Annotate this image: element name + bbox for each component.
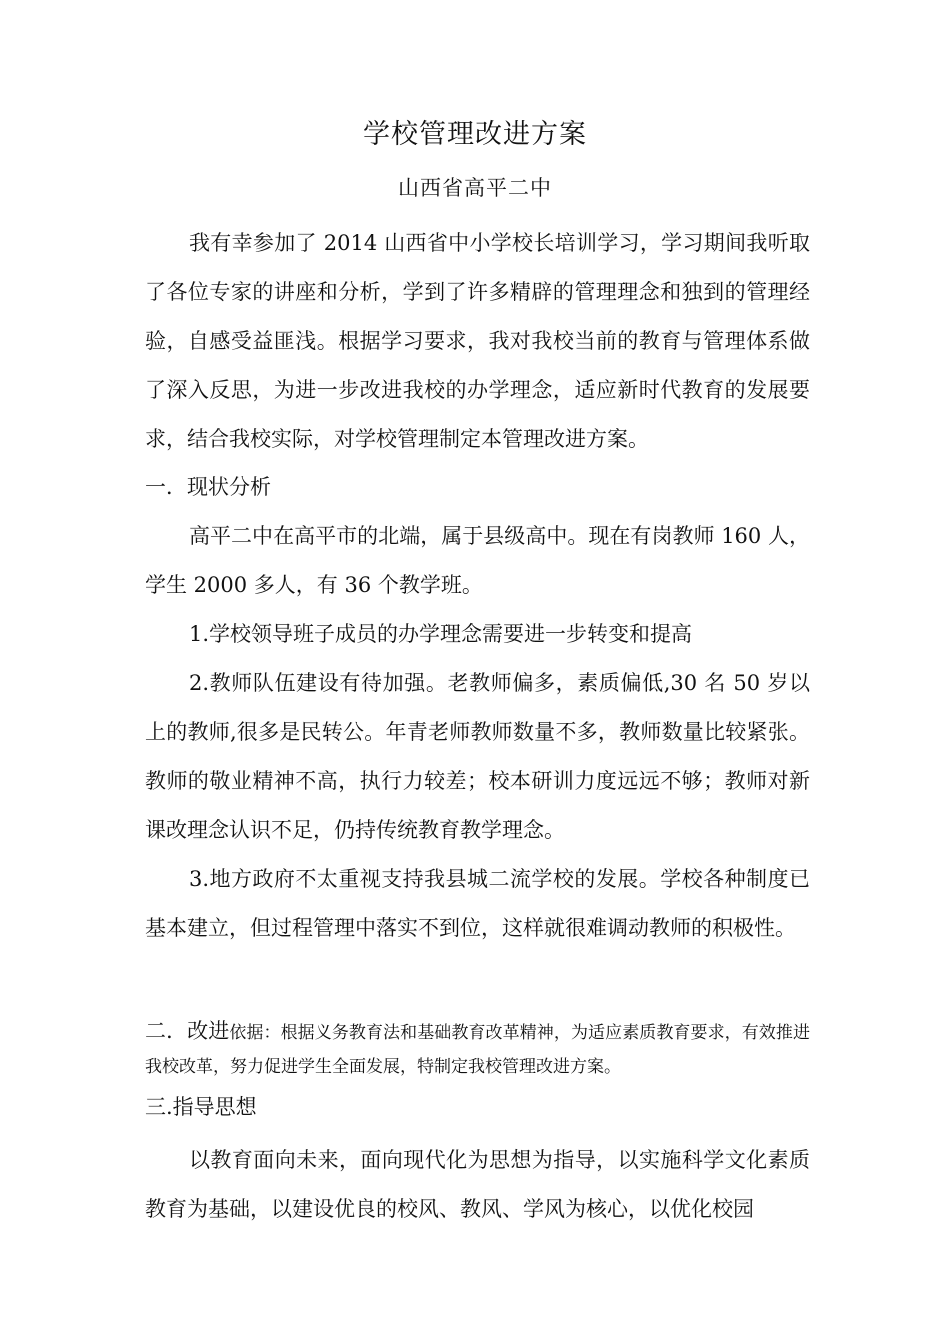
document-title: 学校管理改进方案 (363, 119, 587, 150)
document-subtitle: 山西省高平二中 (398, 176, 552, 200)
section-1 (145, 463, 810, 953)
section-2 (145, 1014, 810, 1084)
section-1-item-3: 3.地方政府不太重视支持我县城二流学校的发展。学校各种制度已基本建立，但过程管理中落实不到位，这样就很难调动教师的积极性。 (145, 867, 810, 940)
section-3-heading: 三.指导思想 (145, 1095, 257, 1119)
intro-block (145, 219, 810, 464)
section-1-overview: 高平二中在高平市的北端，属于县级高中。现在有岗教师 160 人，学生 2000 多人，有 36 个教学班。 (145, 524, 810, 597)
section-1-item-2: 2.教师队伍建设有待加强。老教师偏多，素质偏低,30 名 50 岁以上的教师,很多是民转公。年青老师教师数量不多，教师数量比较紧张。教师的敬业精神不高，执行力较差；校本研训力度远远不够；教师对新课改理念认识不足，仍持传统教育教学理念。 (145, 671, 810, 842)
section-3-body (145, 1136, 810, 1234)
intro-paragraph: 我有幸参加了 2014 山西省中小学校长培训学习，学习期间我听取了各位专家的讲座和分析，学到了许多精辟的管理理念和独到的管理经验，自感受益匪浅。根据学习要求，我对我校当前的教育与管理体系做了深入反思，为进一步改进我校的办学理念，适应新时代教育的发展要求，结合我校实际，对学校管理制定本管理改进方案。 (145, 231, 810, 451)
section-2-text: 依据：根据义务教育法和基础教育改革精神，为适应素质教育要求，有效推进我校改革，努力促进学生全面发展，特制定我校管理改进方案。 (145, 1023, 811, 1077)
section-1-item-1: 1.学校领导班子成员的办学理念需要进一步转变和提高 (189, 622, 693, 646)
section-2-heading: 二．改进 (145, 1019, 230, 1043)
section-3 (145, 1083, 810, 1132)
section-1-heading: 一．现状分析 (145, 475, 271, 499)
section-3-text: 以教育面向未来，面向现代化为思想为指导，以实施科学文化素质教育为基础，以建设优良的校风、教风、学风为核心，以优化校园 (145, 1148, 810, 1221)
